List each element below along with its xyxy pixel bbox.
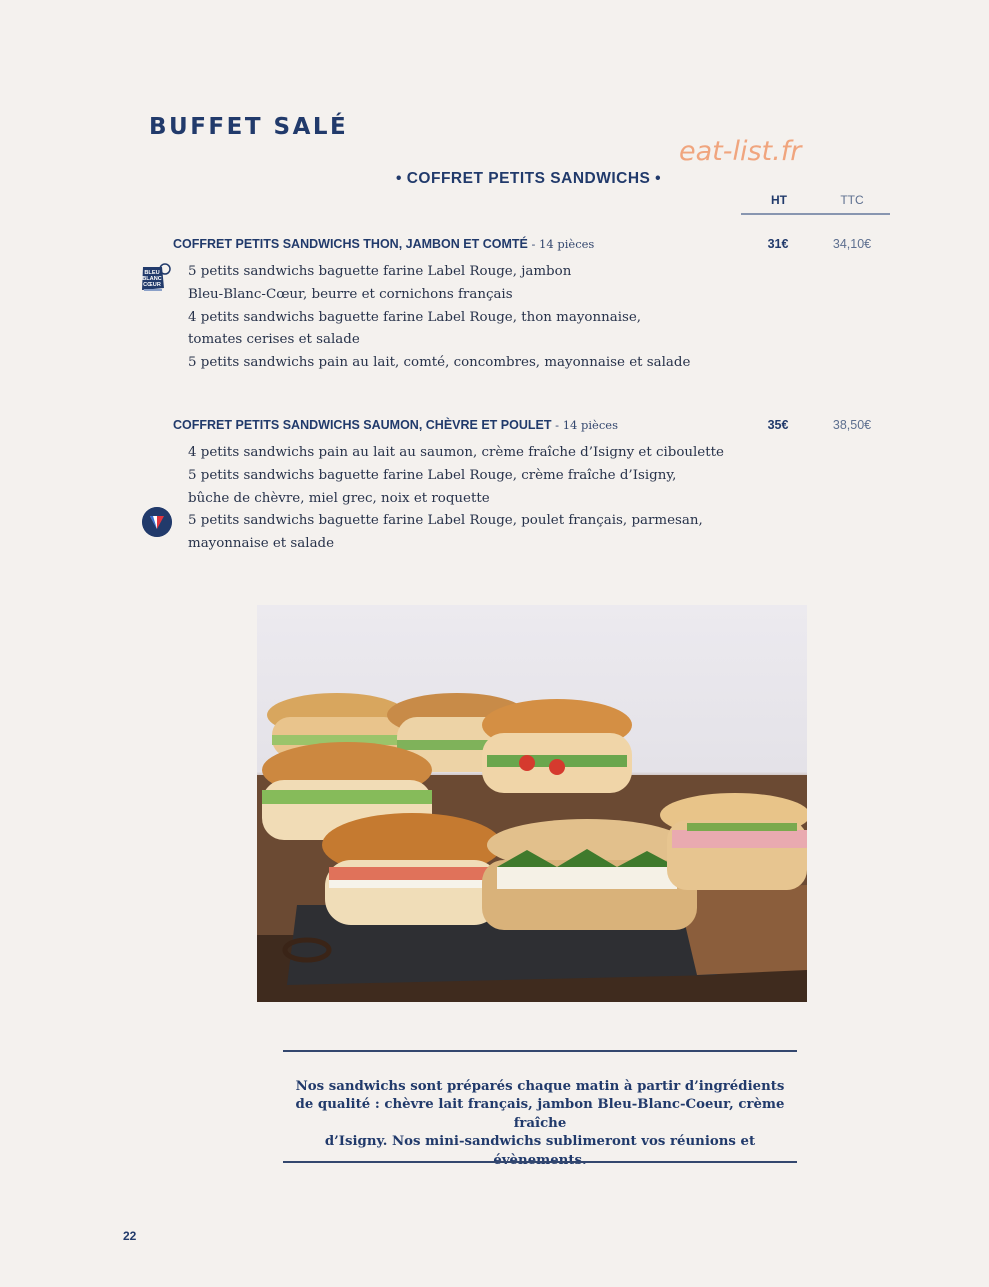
product-1-description (188, 261, 690, 375)
product-1-name: COFFRET PETITS SANDWICHS THON, JAMBON ET COMTÉ - 14 pièces (173, 237, 595, 251)
product-2-line: 4 petits sandwichs pain au lait au saumon, crème fraîche d’Isigny et ciboulette (188, 445, 724, 460)
product-2-price-ttc: 38,50€ (832, 418, 872, 432)
footer-note (283, 1078, 797, 1170)
svg-text:BLEU: BLEU (144, 270, 160, 276)
note-top-rule (283, 1050, 797, 1052)
product-1-line: 4 petits sandwichs baguette farine Label Rouge, thon mayonnaise, (188, 309, 642, 325)
note-line: Nos sandwichs sont préparés chaque matin à partir d’ingrédients (295, 1079, 785, 1094)
note-bottom-rule (283, 1161, 797, 1163)
product-2-description (188, 442, 724, 556)
column-header-divider (741, 213, 890, 215)
watermark: eat-list.fr (679, 136, 802, 167)
sandwiches-illustration (257, 605, 807, 1002)
product-1-line: tomates cerises et salade (188, 332, 360, 348)
product-1-price-ht: 31€ (767, 237, 789, 251)
product-2-line: 5 petits sandwichs baguette farine Label Rouge, crème fraîche d’Isigny, (188, 467, 677, 483)
product-1-line: 5 petits sandwichs baguette farine Label Rouge, jambon (188, 264, 572, 279)
section-title: • COFFRET PETITS SANDWICHS • (396, 170, 662, 187)
svg-text:BLANC: BLANC (142, 276, 162, 282)
french-origin-badge-icon (142, 507, 172, 537)
product-2-pieces: - 14 pièces (551, 418, 618, 432)
product-2-line: bûche de chèvre, miel grec, noix et roquette (188, 490, 490, 506)
product-2-price-ht: 35€ (767, 418, 789, 432)
sandwich-photo (257, 605, 807, 1002)
product-1-line: 5 petits sandwichs pain au lait, comté, concombres, mayonnaise et salade (188, 355, 691, 371)
note-line: d’Isigny. Nos mini-sandwichs sublimeront vos réunions et (324, 1134, 756, 1150)
svg-text:CŒUR: CŒUR (143, 282, 161, 288)
product-2-line: mayonnaise et salade (188, 536, 335, 552)
product-1-line: Bleu-Blanc-Cœur, beurre et cornichons français (188, 286, 513, 302)
product-1-price-ttc: 34,10€ (832, 237, 872, 251)
note-line: de qualité : chèvre lait français, jambon Bleu-Blanc-Coeur, crème fraîche (295, 1097, 785, 1131)
bleu-blanc-coeur-badge-icon (140, 263, 172, 293)
column-header-ttc: TTC (840, 193, 864, 207)
product-2-line: 5 petits sandwichs baguette farine Label Rouge, poulet français, parmesan, (188, 513, 703, 529)
product-1-pieces: - 14 pièces (527, 237, 595, 251)
page-number: 22 (123, 1229, 137, 1243)
page-title: BUFFET SALÉ (149, 114, 349, 140)
column-header-ht: HT (771, 193, 787, 207)
product-2-name: COFFRET PETITS SANDWICHS SAUMON, CHÈVRE ET POULET - 14 pièces (173, 418, 618, 432)
